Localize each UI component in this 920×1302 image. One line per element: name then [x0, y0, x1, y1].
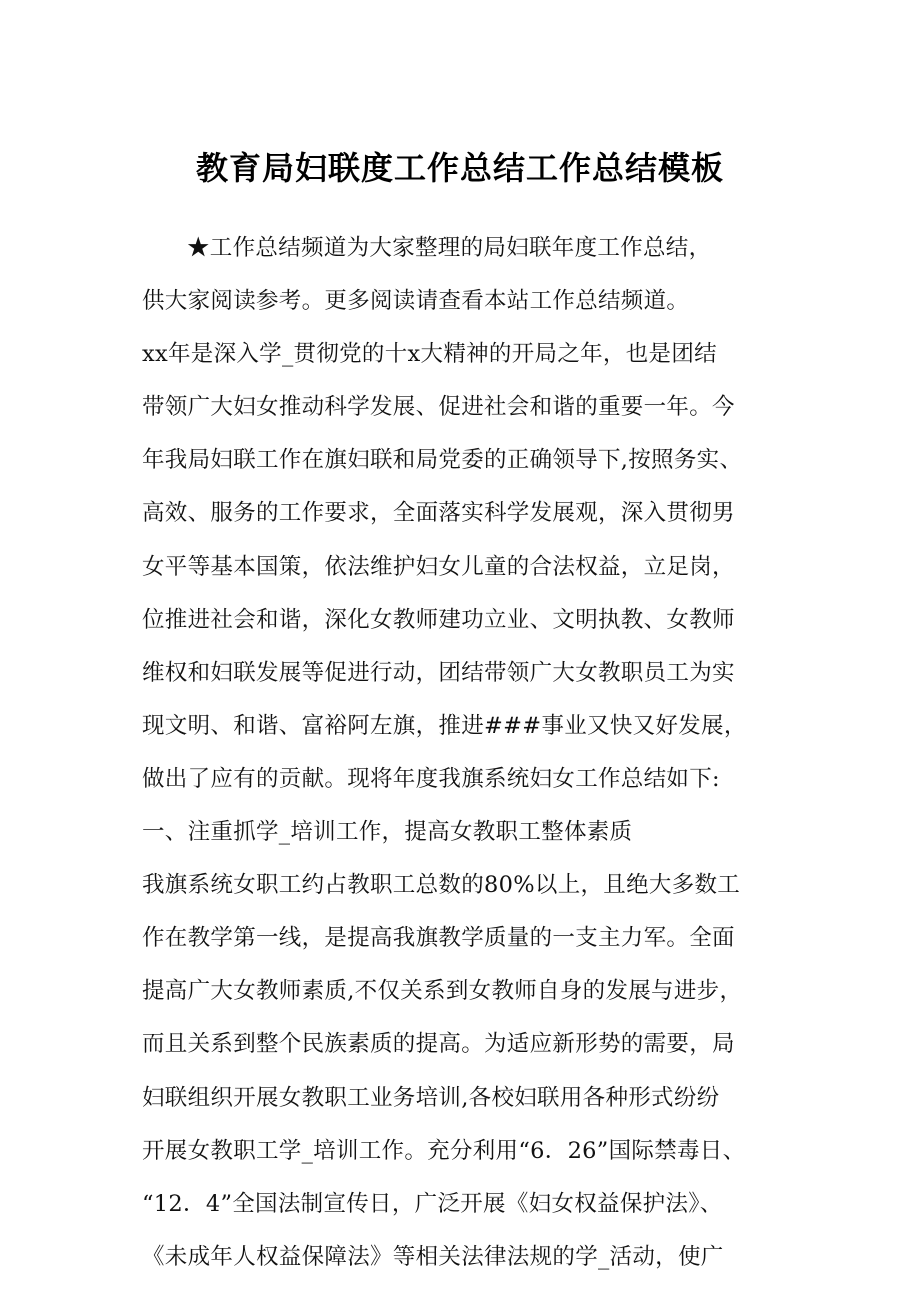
text-line: ★工作总结频道为大家整理的局妇联年度工作总结，	[187, 235, 712, 261]
text-line: 提高广大女教师素质,不仅关系到女教师自身的发展与进步，	[142, 978, 743, 1005]
text-line: 年我局妇联工作在旗妇联和局党委的正确领导下,按照务实、	[142, 447, 743, 474]
text-line: 开展女教职工学_培训工作。充分利用“6．26”国际禁毒日、	[142, 1137, 746, 1164]
text-line: 我旗系统女职工约占教职工总数的80%以上，且绝大多数工	[142, 872, 741, 899]
text-line: 带领广大妇女推动科学发展、促进社会和谐的重要一年。今	[142, 394, 735, 421]
document-title: 教育局妇联度工作总结工作总结模板	[195, 149, 724, 187]
text-line: xx年是深入学_贯彻党的十x大精神的开局之年，也是团结	[142, 341, 717, 368]
text-line: 《未成年人权益保障法》等相关法律法规的学_活动，使广	[142, 1243, 724, 1270]
text-line: 供大家阅读参考。更多阅读请查看本站工作总结频道。	[142, 288, 690, 315]
section-heading: 一、注重抓学_培训工作，提高女教职工整体素质	[142, 819, 633, 846]
text-line: 作在教学第一线，是提高我旗教学质量的一支主力军。全面	[142, 925, 735, 952]
text-line: 现文明、和谐、富裕阿左旗，推进###事业又快又好发展，	[142, 712, 747, 739]
text-line: 女平等基本国策，依法维护妇女儿童的合法权益，立足岗，	[142, 553, 735, 580]
text-line: 维权和妇联发展等促进行动，团结带领广大女教职员工为实	[142, 659, 735, 686]
text-line: 高效、服务的工作要求，全面落实科学发展观，深入贯彻男	[142, 500, 735, 527]
document-body	[142, 222, 792, 1284]
text-line: “12．4”全国法制宣传日，广泛开展《妇女权益保护法》、	[142, 1190, 723, 1217]
text-line: 做出了应有的贡献。现将年度我旗系统妇女工作总结如下:	[142, 765, 720, 792]
text-line: 而且关系到整个民族素质的提高。为适应新形势的需要，局	[142, 1031, 735, 1058]
text-line: 位推进社会和谐，深化女教师建功立业、文明执教、女教师	[142, 606, 735, 633]
text-line: 妇联组织开展女教职工业务培训,各校妇联用各种形式纷纷	[142, 1084, 720, 1111]
